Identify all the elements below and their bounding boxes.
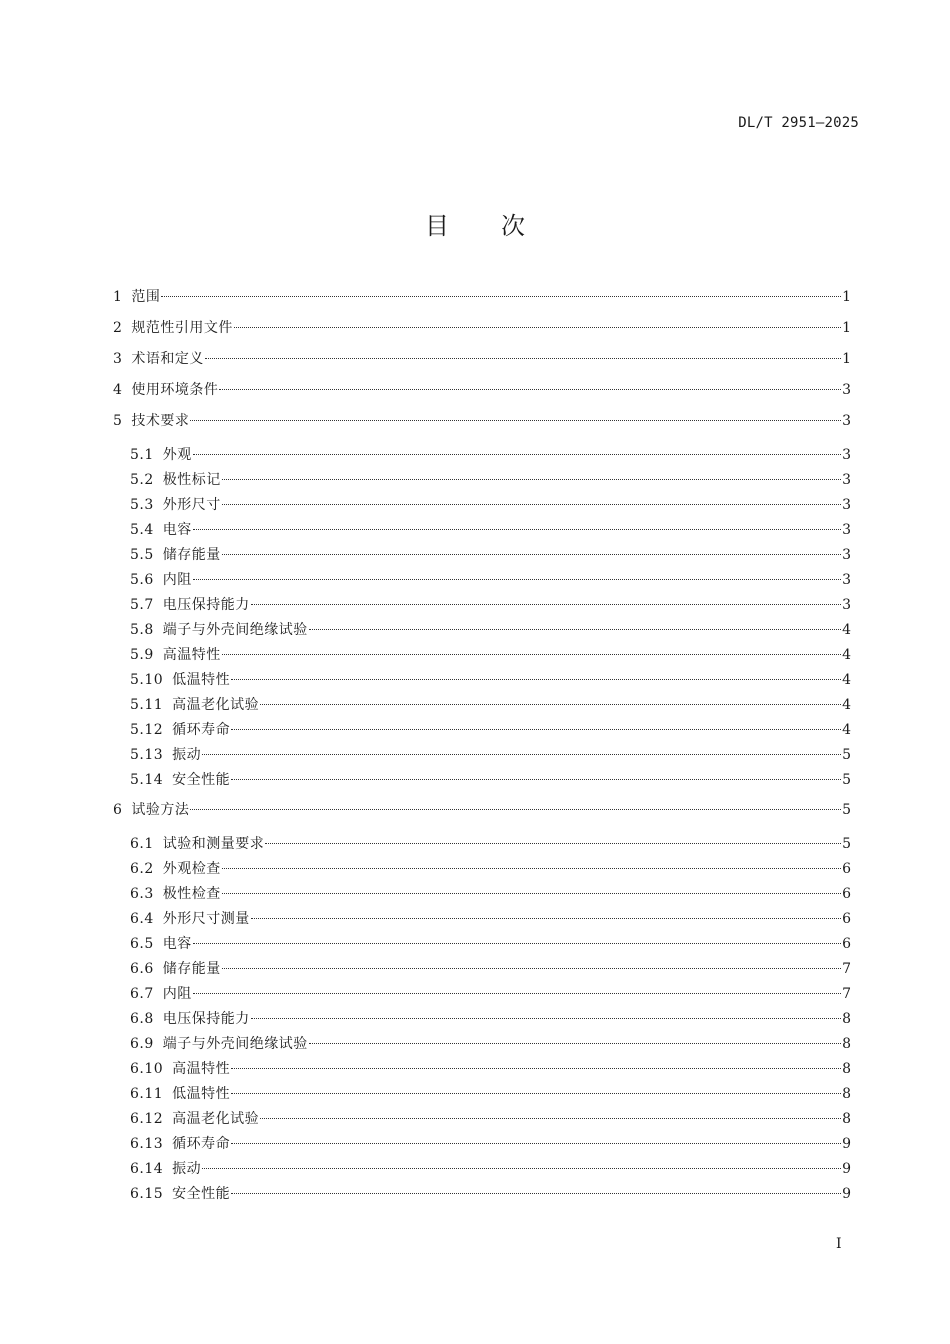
toc-entry-number: 1 bbox=[113, 289, 123, 305]
toc-entry-page: 3 bbox=[842, 497, 851, 513]
toc-entry-label: 振动 bbox=[172, 1161, 202, 1177]
dot-leader bbox=[231, 679, 841, 680]
dot-leader bbox=[193, 993, 841, 994]
toc-entry-number: 5 bbox=[113, 413, 123, 429]
toc-entry-label: 电容 bbox=[162, 936, 192, 952]
toc-entry-label: 高温老化试验 bbox=[172, 1111, 260, 1127]
toc-entry-number: 5.9 bbox=[130, 647, 154, 663]
toc-entry-number: 6.2 bbox=[130, 861, 154, 877]
title-char-2: 次 bbox=[501, 212, 525, 240]
toc-entry-label: 范围 bbox=[131, 289, 161, 305]
toc-entry-number: 6.10 bbox=[130, 1061, 164, 1077]
dot-leader bbox=[231, 729, 841, 730]
toc-entry-page: 3 bbox=[842, 472, 851, 488]
toc-entry-page: 8 bbox=[842, 1011, 851, 1027]
toc-entry-number: 6.9 bbox=[130, 1036, 154, 1052]
toc-entry-page: 7 bbox=[842, 986, 851, 1002]
toc-entry-page: 3 bbox=[842, 547, 851, 563]
toc-entry-number: 5.10 bbox=[130, 672, 164, 688]
toc-entry-number: 5.13 bbox=[130, 747, 164, 763]
toc-entry-page: 5 bbox=[842, 747, 851, 763]
dot-leader bbox=[231, 1193, 841, 1194]
toc-entry-page: 7 bbox=[842, 961, 851, 977]
toc-entry-page: 6 bbox=[842, 886, 851, 902]
dot-leader bbox=[231, 1093, 841, 1094]
toc-entry-page: 1 bbox=[842, 320, 851, 336]
toc-entry[interactable] bbox=[113, 768, 851, 799]
toc-entry[interactable] bbox=[113, 957, 851, 982]
toc-entry-number: 6.14 bbox=[130, 1161, 164, 1177]
toc-entry-number: 6.6 bbox=[130, 961, 154, 977]
toc-entry-label: 外观 bbox=[162, 447, 192, 463]
toc-entry[interactable] bbox=[113, 543, 851, 568]
toc-entry-number: 6.11 bbox=[130, 1086, 164, 1102]
toc-entry[interactable] bbox=[113, 743, 851, 768]
toc-entry-label: 使用环境条件 bbox=[131, 382, 219, 398]
toc-entry-label: 高温老化试验 bbox=[172, 697, 260, 713]
toc-entry[interactable] bbox=[113, 799, 851, 832]
document-code: DL/T 2951—2025 bbox=[738, 115, 859, 131]
toc-entry[interactable] bbox=[113, 1157, 851, 1182]
toc-entry-page: 8 bbox=[842, 1061, 851, 1077]
dot-leader bbox=[219, 389, 841, 390]
dot-leader bbox=[202, 754, 841, 755]
toc-entry-page: 6 bbox=[842, 936, 851, 952]
toc-entry[interactable] bbox=[113, 718, 851, 743]
toc-entry[interactable] bbox=[113, 693, 851, 718]
toc-entry[interactable] bbox=[113, 1082, 851, 1107]
toc-entry-number: 2 bbox=[113, 320, 123, 336]
toc-entry-label: 振动 bbox=[172, 747, 202, 763]
toc-entry[interactable] bbox=[113, 618, 851, 643]
toc-entry-number: 5.5 bbox=[130, 547, 154, 563]
toc-entry-number: 6 bbox=[113, 802, 123, 818]
dot-leader bbox=[193, 454, 841, 455]
dot-leader bbox=[193, 529, 841, 530]
toc-entry-label: 高温特性 bbox=[172, 1061, 231, 1077]
dot-leader bbox=[309, 1043, 841, 1044]
toc-entry-page: 5 bbox=[842, 772, 851, 788]
toc-entry-page: 6 bbox=[842, 861, 851, 877]
dot-leader bbox=[222, 479, 841, 480]
page-number: I bbox=[836, 1236, 842, 1252]
toc-entry-number: 6.15 bbox=[130, 1186, 164, 1202]
toc-entry-number: 5.2 bbox=[130, 472, 154, 488]
toc-entry-label: 端子与外壳间绝缘试验 bbox=[162, 622, 308, 638]
toc-entry-page: 9 bbox=[842, 1161, 851, 1177]
dot-leader bbox=[193, 943, 841, 944]
toc-entry[interactable] bbox=[113, 882, 851, 907]
toc-entry-label: 试验和测量要求 bbox=[162, 836, 265, 852]
toc-entry[interactable] bbox=[113, 907, 851, 932]
dot-leader bbox=[231, 1143, 841, 1144]
dot-leader bbox=[265, 843, 841, 844]
toc-entry[interactable] bbox=[113, 379, 851, 410]
dot-leader bbox=[193, 579, 841, 580]
toc-entry[interactable] bbox=[113, 1132, 851, 1157]
toc-entry[interactable] bbox=[113, 1107, 851, 1132]
toc-entry[interactable] bbox=[113, 1032, 851, 1057]
dot-leader bbox=[222, 893, 841, 894]
toc-entry[interactable] bbox=[113, 982, 851, 1007]
toc-entry-page: 5 bbox=[842, 836, 851, 852]
dot-leader bbox=[251, 604, 841, 605]
toc-entry-label: 电压保持能力 bbox=[162, 1011, 250, 1027]
toc-entry-label: 电压保持能力 bbox=[162, 597, 250, 613]
toc-entry[interactable] bbox=[113, 832, 851, 857]
toc-entry-label: 外形尺寸测量 bbox=[162, 911, 250, 927]
toc-entry-label: 极性标记 bbox=[162, 472, 221, 488]
toc-entry-number: 3 bbox=[113, 351, 123, 367]
toc-entry-number: 6.1 bbox=[130, 836, 154, 852]
toc-entry[interactable] bbox=[113, 468, 851, 493]
toc-entry-number: 5.7 bbox=[130, 597, 154, 613]
toc-entry-label: 内阻 bbox=[162, 986, 192, 1002]
toc-entry-label: 试验方法 bbox=[131, 802, 190, 818]
dot-leader bbox=[260, 1118, 841, 1119]
dot-leader bbox=[222, 504, 841, 505]
toc-entry[interactable] bbox=[113, 518, 851, 543]
toc-entry-page: 4 bbox=[842, 672, 851, 688]
toc-entry-page: 5 bbox=[842, 802, 851, 818]
page-title bbox=[0, 206, 950, 241]
toc-entry-page: 8 bbox=[842, 1086, 851, 1102]
toc-entry-number: 5.11 bbox=[130, 697, 164, 713]
toc-entry-number: 5.4 bbox=[130, 522, 154, 538]
toc-entry-label: 安全性能 bbox=[172, 1186, 231, 1202]
toc-entry-number: 4 bbox=[113, 382, 123, 398]
toc-entry[interactable] bbox=[113, 348, 851, 379]
dot-leader bbox=[234, 327, 841, 328]
dot-leader bbox=[222, 554, 841, 555]
dot-leader bbox=[231, 779, 841, 780]
toc-entry-page: 3 bbox=[842, 572, 851, 588]
toc-entry[interactable] bbox=[113, 857, 851, 882]
toc-entry-page: 4 bbox=[842, 722, 851, 738]
toc-entry[interactable] bbox=[113, 1182, 851, 1207]
toc-entry-label: 储存能量 bbox=[162, 547, 221, 563]
toc-entry-page: 4 bbox=[842, 647, 851, 663]
dot-leader bbox=[251, 1018, 841, 1019]
dot-leader bbox=[309, 629, 841, 630]
toc-entry[interactable] bbox=[113, 568, 851, 593]
toc-entry[interactable] bbox=[113, 317, 851, 348]
toc-entry-number: 6.7 bbox=[130, 986, 154, 1002]
toc-entry-label: 内阻 bbox=[162, 572, 192, 588]
toc-entry-page: 4 bbox=[842, 622, 851, 638]
toc-entry-label: 循环寿命 bbox=[172, 1136, 231, 1152]
toc-entry-number: 5.1 bbox=[130, 447, 154, 463]
toc-entry-number: 5.8 bbox=[130, 622, 154, 638]
dot-leader bbox=[231, 1068, 841, 1069]
toc-entry-page: 3 bbox=[842, 413, 851, 429]
toc-entry-label: 低温特性 bbox=[172, 672, 231, 688]
toc-entry-page: 1 bbox=[842, 289, 851, 305]
toc-entry-page: 4 bbox=[842, 697, 851, 713]
toc-entry-label: 储存能量 bbox=[162, 961, 221, 977]
toc-entry-page: 9 bbox=[842, 1136, 851, 1152]
dot-leader bbox=[260, 704, 841, 705]
toc-entry-label: 循环寿命 bbox=[172, 722, 231, 738]
dot-leader bbox=[205, 358, 841, 359]
toc-entry[interactable] bbox=[113, 410, 851, 443]
toc-entry-number: 6.5 bbox=[130, 936, 154, 952]
toc-entry[interactable] bbox=[113, 443, 851, 468]
toc-entry-label: 极性检查 bbox=[162, 886, 221, 902]
toc-entry-page: 8 bbox=[842, 1036, 851, 1052]
toc-entry-page: 3 bbox=[842, 597, 851, 613]
toc-entry[interactable] bbox=[113, 593, 851, 618]
toc-entry[interactable] bbox=[113, 286, 851, 317]
toc-entry[interactable] bbox=[113, 493, 851, 518]
toc-entry-page: 9 bbox=[842, 1186, 851, 1202]
toc-entry-page: 3 bbox=[842, 522, 851, 538]
toc-entry-label: 低温特性 bbox=[172, 1086, 231, 1102]
toc-entry-label: 术语和定义 bbox=[131, 351, 204, 367]
dot-leader bbox=[222, 968, 841, 969]
dot-leader bbox=[190, 420, 841, 421]
dot-leader bbox=[222, 654, 841, 655]
toc-entry-number: 5.14 bbox=[130, 772, 164, 788]
toc-entry-label: 技术要求 bbox=[131, 413, 190, 429]
dot-leader bbox=[251, 918, 841, 919]
toc-entry-page: 3 bbox=[842, 382, 851, 398]
toc-entry-number: 6.12 bbox=[130, 1111, 164, 1127]
toc-entry[interactable] bbox=[113, 643, 851, 668]
toc-entry-number: 5.3 bbox=[130, 497, 154, 513]
toc-entry[interactable] bbox=[113, 668, 851, 693]
table-of-contents bbox=[113, 286, 851, 1207]
toc-entry-number: 6.3 bbox=[130, 886, 154, 902]
toc-entry-number: 5.6 bbox=[130, 572, 154, 588]
toc-entry-label: 电容 bbox=[162, 522, 192, 538]
toc-entry-label: 安全性能 bbox=[172, 772, 231, 788]
toc-entry-number: 6.4 bbox=[130, 911, 154, 927]
toc-entry-number: 6.8 bbox=[130, 1011, 154, 1027]
toc-entry-number: 5.12 bbox=[130, 722, 164, 738]
toc-entry-label: 外形尺寸 bbox=[162, 497, 221, 513]
toc-entry-page: 8 bbox=[842, 1111, 851, 1127]
toc-entry-label: 外观检查 bbox=[162, 861, 221, 877]
toc-entry-label: 规范性引用文件 bbox=[131, 320, 233, 336]
toc-entry[interactable] bbox=[113, 932, 851, 957]
dot-leader bbox=[161, 296, 841, 297]
toc-entry-page: 1 bbox=[842, 351, 851, 367]
dot-leader bbox=[202, 1168, 841, 1169]
toc-entry-number: 6.13 bbox=[130, 1136, 164, 1152]
dot-leader bbox=[190, 809, 841, 810]
toc-entry-label: 端子与外壳间绝缘试验 bbox=[162, 1036, 308, 1052]
toc-entry-page: 6 bbox=[842, 911, 851, 927]
dot-leader bbox=[222, 868, 841, 869]
toc-entry[interactable] bbox=[113, 1007, 851, 1032]
toc-entry-label: 高温特性 bbox=[162, 647, 221, 663]
toc-entry[interactable] bbox=[113, 1057, 851, 1082]
toc-entry-page: 3 bbox=[842, 447, 851, 463]
title-char-1: 目 bbox=[425, 212, 449, 240]
